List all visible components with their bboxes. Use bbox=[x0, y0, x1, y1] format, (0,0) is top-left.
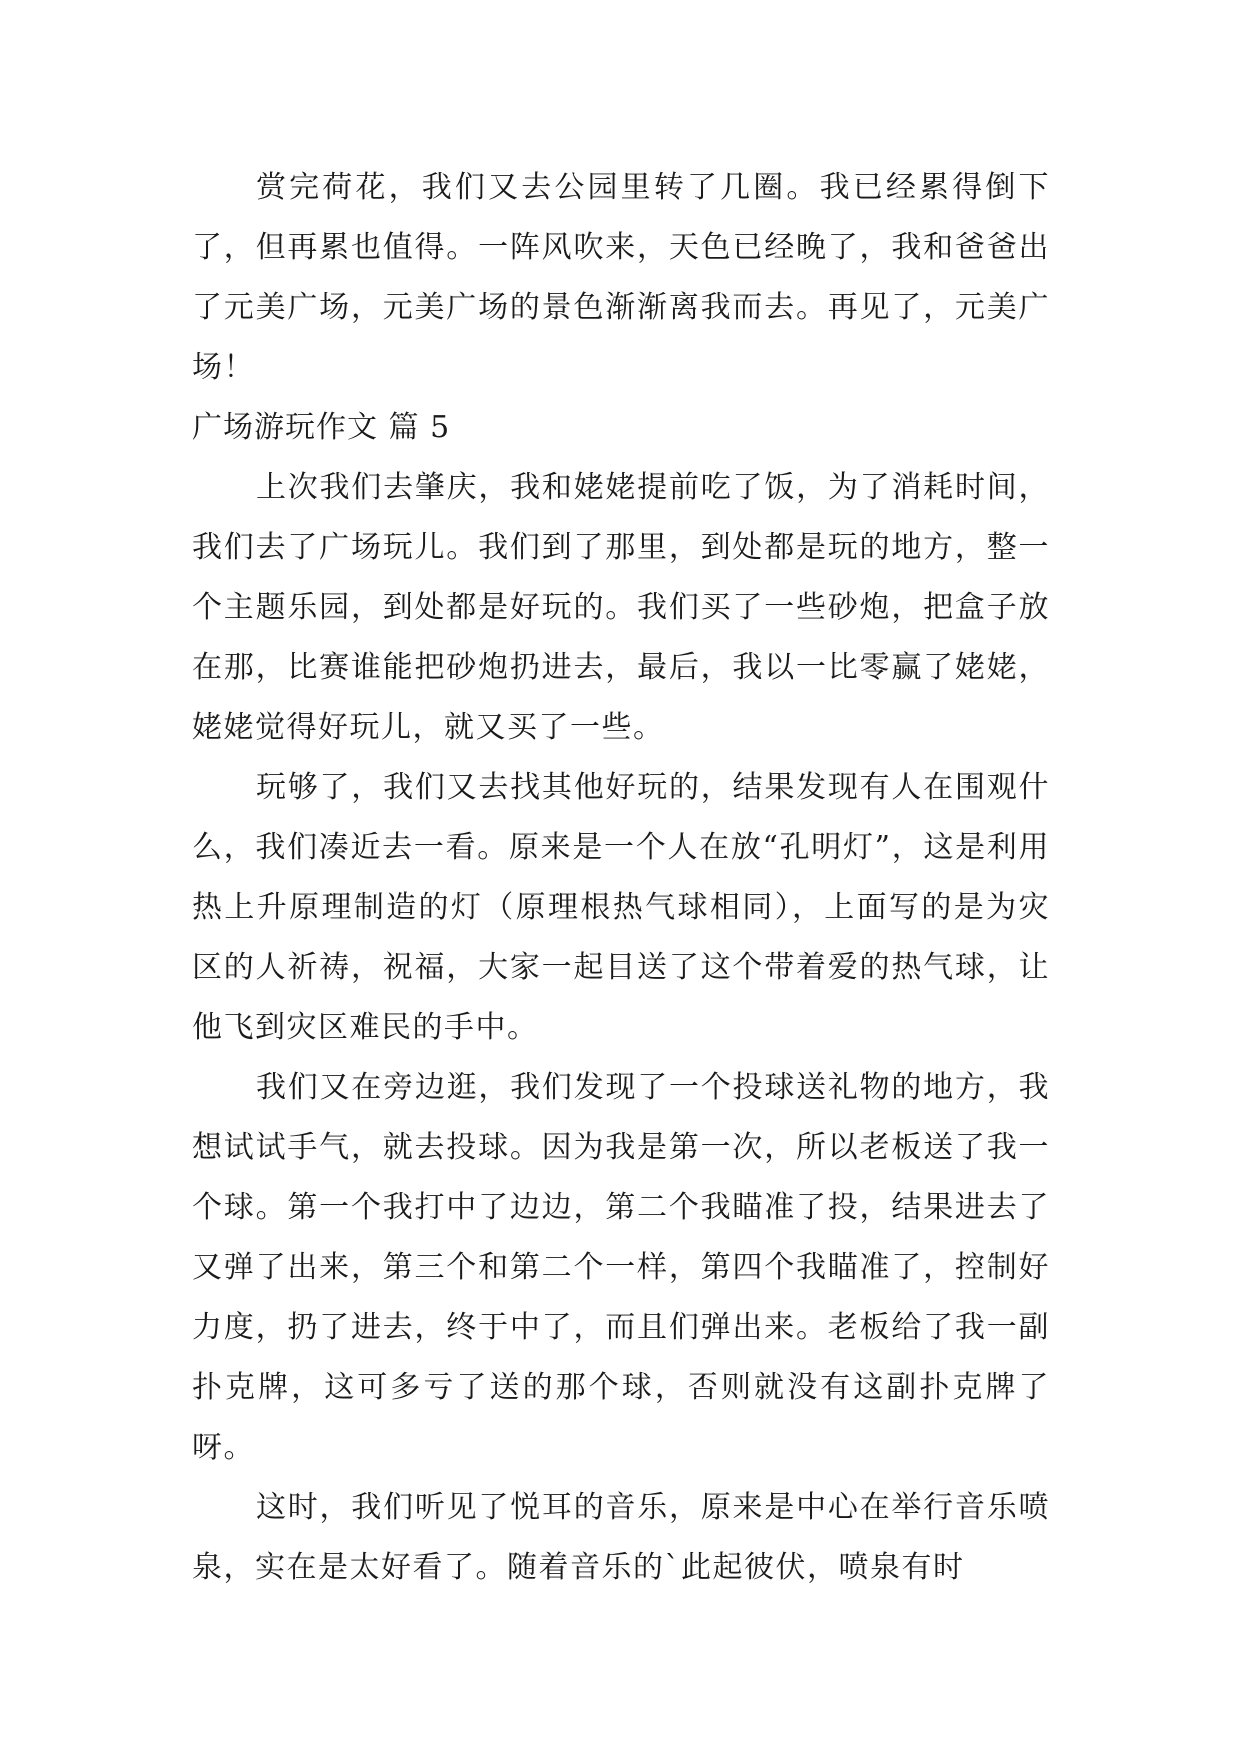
paragraph-zhaoqing: 上次我们去肇庆，我和姥姥提前吃了饭，为了消耗时间，我们去了广场玩儿。我们到了那里，到处都是玩的地方，整一个主题乐园，到处都是好玩的。我们买了一些砂炮，把盒子放在那，比赛谁能把砂炮扔进去，最后，我以一比零赢了姥姥，姥姥觉得好玩儿，就又买了一些。 bbox=[192, 470, 1050, 745]
paragraph-ball-toss: 我们又在旁边逛，我们发现了一个投球送礼物的地方，我想试试手气，就去投球。因为我是第一次，所以老板送了我一个球。第一个我打中了边边，第二个我瞄准了投，结果进去了又弹了出来，第三个和第二个一样，第四个我瞄准了，控制好力度，扔了进去，终于中了，而且们弹出来。老板给了我一副扑克牌，这可多亏了送的那个球，否则就没有这副扑克牌了呀。 bbox=[192, 1070, 1050, 1465]
paragraph-music-fountain: 这时，我们听见了悦耳的音乐，原来是中心在举行音乐喷泉，实在是太好看了。随着音乐的`此起彼伏，喷泉有时 bbox=[192, 1490, 1050, 1585]
document-body bbox=[192, 158, 1050, 1598]
paragraph-lotus-ending: 赏完荷花，我们又去公园里转了几圈。我已经累得倒下了，但再累也值得。一阵风吹来，天色已经晚了，我和爸爸出了元美广场，元美广场的景色渐渐离我而去。再见了，元美广场！ bbox=[192, 170, 1050, 385]
paragraph-kongming-lantern: 玩够了，我们又去找其他好玩的，结果发现有人在围观什么，我们凑近去一看。原来是一个人在放“孔明灯”，这是利用热上升原理制造的灯（原理根热气球相同），上面写的是为灾区的人祈祷，祝福，大家一起目送了这个带着爱的热气球，让他飞到灾区难民的手中。 bbox=[192, 770, 1050, 1045]
section-heading: 广场游玩作文 篇 5 bbox=[192, 410, 451, 445]
